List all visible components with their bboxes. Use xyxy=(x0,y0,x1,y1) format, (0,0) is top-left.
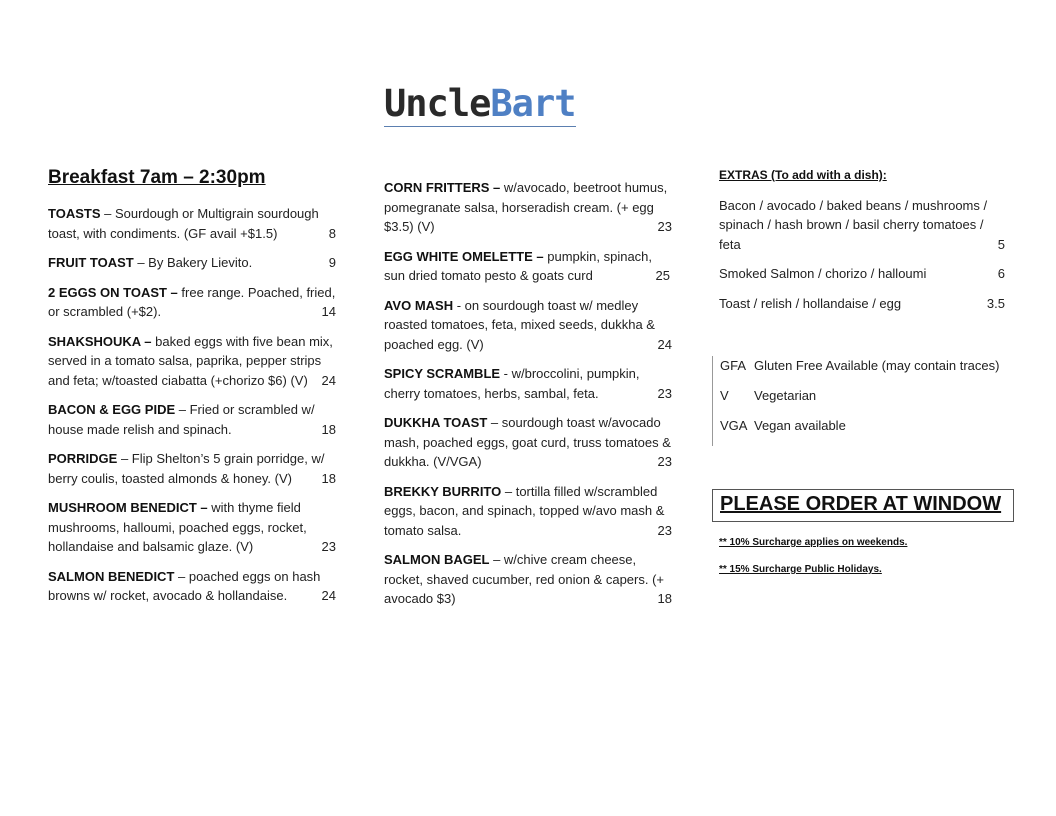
item-price: 23 xyxy=(657,522,672,538)
item-desc: baked eggs with five bean mix, served in a tomato salsa, paprika, pepper strips and feta; w/toasted ciabatta (+chorizo $6) (V) xyxy=(48,333,333,388)
item-price: 25 xyxy=(655,268,670,283)
breakfast-column xyxy=(48,166,336,616)
item-price: 24 xyxy=(321,372,336,388)
item-desc: – w/chive cream cheese, rocket, shaved cucumber, red onion & capers. (+ avocado $3) xyxy=(384,552,665,606)
item-name: BREKKY BURRITO xyxy=(384,483,502,499)
item-name: SPICY SCRAMBLE xyxy=(384,366,501,381)
extra-text: Smoked Salmon / chorizo / halloumi xyxy=(719,266,927,281)
extra-text: Bacon / avocado / baked beans / mushrooms / spinach / hash brown / basil cherry tomatoes / feta xyxy=(719,197,988,252)
extra-item xyxy=(719,196,1009,255)
item-desc: – Fried or scrambled w/ house made relish and spinach. xyxy=(48,402,315,437)
item-price: 23 xyxy=(657,219,672,234)
logo-bart: Bart xyxy=(490,82,576,125)
item-name: TOASTS xyxy=(48,206,101,221)
item-desc: – Sourdough or Multigrain sourdough toast, with condiments. (GF avail +$1.5) xyxy=(48,206,319,241)
item-desc: – Flip Shelton’s 5 grain porridge, w/ berry coulis, toasted almonds & honey. (V) xyxy=(48,451,325,486)
legend-label: Gluten Free Available (may contain traces) xyxy=(754,358,1000,373)
extra-price: 5 xyxy=(997,236,1005,252)
item-price: 8 xyxy=(328,225,336,241)
legend-label: Vegan available xyxy=(754,418,846,433)
logo-uncle: Uncle xyxy=(384,82,491,125)
extra-price: 6 xyxy=(997,266,1005,281)
menu-item-2-eggs-on-toast xyxy=(48,283,336,322)
menu-item-corn-fritters xyxy=(384,178,672,237)
item-price: 18 xyxy=(321,470,336,486)
extra-item xyxy=(719,294,1009,314)
menu-item-salmon-bagel xyxy=(384,550,672,609)
item-price: 9 xyxy=(328,255,336,270)
item-price: 24 xyxy=(321,588,336,603)
item-desc: pumpkin, spinach, sun dried tomato pesto & goats curd xyxy=(384,248,653,283)
legend-code: GFA xyxy=(720,358,747,373)
holiday-surcharge-note: ** 15% Surcharge Public Holidays. xyxy=(719,564,882,575)
item-price: 23 xyxy=(657,454,672,469)
item-desc: w/avocado, beetroot humus, pomegranate salsa, horseradish cream. (+ egg $3.5) (V) xyxy=(384,180,668,234)
item-desc: free range. Poached, fried, or scrambled (+$2). xyxy=(48,284,336,319)
extra-price: 3.5 xyxy=(986,295,1005,311)
menu-item-egg-white-omelette xyxy=(384,247,672,286)
item-name: PORRIDGE xyxy=(48,451,118,466)
menu-item-brekky-burrito xyxy=(384,482,672,541)
menu-item-porridge xyxy=(48,449,336,488)
menu-item-toasts xyxy=(48,204,336,243)
item-name: MUSHROOM BENEDICT – xyxy=(48,500,208,515)
item-name: SALMON BAGEL xyxy=(384,552,490,567)
item-desc: - w/broccolini, pumpkin, cherry tomatoes, herbs, sambal, feta. xyxy=(384,366,640,401)
item-name: SHAKSHOUKA – xyxy=(48,333,152,349)
menu-column-2 xyxy=(384,178,672,619)
item-name: 2 EGGS ON TOAST – xyxy=(48,284,178,300)
logo xyxy=(384,84,576,127)
extra-text: Toast / relish / hollandaise / egg xyxy=(719,295,902,311)
item-desc: with thyme field mushrooms, halloumi, poached eggs, rocket, hollandaise and balsamic glaze. (V) xyxy=(48,500,307,554)
menu-item-shakshouka xyxy=(48,332,336,391)
item-price: 18 xyxy=(321,421,336,437)
legend-code: VGA xyxy=(720,418,748,433)
item-name: AVO MASH xyxy=(384,297,454,313)
item-price: 18 xyxy=(657,591,672,606)
item-name: CORN FRITTERS – xyxy=(384,180,501,195)
item-price: 23 xyxy=(657,385,672,401)
item-desc: – poached eggs on hash browns w/ rocket, avocado & hollandaise. xyxy=(48,568,321,603)
menu-item-fruit-toast xyxy=(48,253,336,273)
item-desc: – tortilla filled w/scrambled eggs, bacon, and spinach, topped w/avo mash & tomato salsa. xyxy=(384,483,665,538)
menu-item-mushroom-benedict xyxy=(48,498,336,557)
item-price: 23 xyxy=(321,539,336,554)
breakfast-heading: Breakfast 7am – 2:30pm xyxy=(48,167,266,188)
order-at-window-notice: PLEASE ORDER AT WINDOW xyxy=(712,489,1014,522)
menu-item-salmon-benedict xyxy=(48,567,336,606)
item-name: FRUIT TOAST xyxy=(48,255,134,270)
menu-item-spicy-scramble xyxy=(384,364,672,403)
item-name: BACON & EGG PIDE xyxy=(48,402,176,417)
legend-row-v xyxy=(720,386,1020,406)
legend-label: Vegetarian xyxy=(754,388,817,403)
item-name: SALMON BENEDICT xyxy=(48,568,175,584)
menu-item-bacon-egg-pide xyxy=(48,400,336,439)
legend-code: V xyxy=(720,388,729,403)
item-price: 24 xyxy=(657,336,672,352)
legend-row-vga xyxy=(720,416,1020,436)
weekend-surcharge-note: ** 10% Surcharge applies on weekends. xyxy=(719,537,908,548)
extras-column xyxy=(719,166,1009,323)
extras-heading: EXTRAS (To add with a dish): xyxy=(719,168,887,182)
item-desc: – sourdough toast w/avocado mash, poached eggs, goat curd, truss tomatoes & dukkha. (V/VGA) xyxy=(384,415,671,469)
item-desc: - on sourdough toast w/ medley roasted tomatoes, feta, mixed seeds, dukkha & poached egg. (V) xyxy=(384,297,655,352)
menu-item-dukkha-toast xyxy=(384,413,672,472)
item-name: DUKKHA TOAST xyxy=(384,415,488,430)
item-price: 14 xyxy=(321,304,336,319)
item-desc: – By Bakery Lievito. xyxy=(133,255,253,270)
dietary-legend xyxy=(712,356,1020,446)
menu-item-avo-mash xyxy=(384,296,672,355)
item-name: EGG WHITE OMELETTE – xyxy=(384,248,544,264)
extra-item xyxy=(719,264,1009,284)
legend-row-gfa xyxy=(720,356,1020,376)
